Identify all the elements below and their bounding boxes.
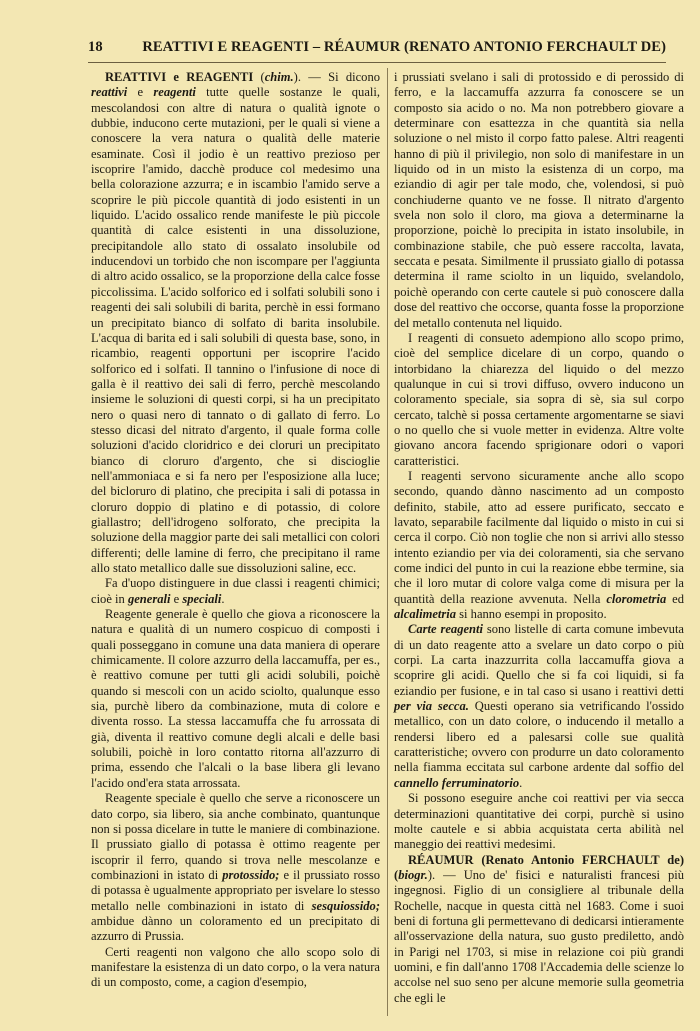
body-text: I reagenti servono sicuramente anche allo scopo secondo, quando dànno nascimento ad un composto definito, stabile, atto ad essere purificato, seccato e lavato, separabile facilmente dal liquido o misto in cui si cerca il corpo. Ciò non toglie che non si arrivi allo stesso intento eziandio per via dei coloramenti, sia che servano come indici del punto in cui la reazione ebbe termine, sia che il loro mutar di colore valga come di misura per la quantità della reazione avvenuta. Nella bbox=[394, 468, 684, 606]
body-text: Questi operano sia vetrificando l'ossido metallico, con un dato colore, o inducendo il metallo a rendersi libero ed a palesarsi colle sue qualità caratteristiche; ovvero con produrre un dato coloramento nella fiamma eccitata sul carbone ardente dal soffio del bbox=[394, 699, 684, 775]
body-text: ( bbox=[253, 70, 265, 84]
emphasis-text: reattivi bbox=[91, 85, 128, 100]
entry-headword: RÉAUMUR bbox=[408, 852, 474, 867]
body-text: Fa d'uopo distinguere in due classi i reagenti chimici; cioè in bbox=[91, 576, 380, 606]
running-title: REATTIVI E REAGENTI – RÉAUMUR (RENATO ANTONIO FERCHAULT DE) bbox=[142, 39, 666, 55]
body-text: I reagenti di consueto adempiono allo scopo primo, cioè del semplice dicelare di un corpo, quando o intorbidano la chiarezza del liquido o del mezzo qualunque in cui si trovi diffuso, ovvero inducono un coloramento speciale, sia sopra di sè, sia sul corpo cercato, talchè si possa certamente argomentarne se siavi o no quello che si vuole metter in evidenza. Altre volte giovano ancora facendo sprigionare odori o vapori caratteristici. bbox=[394, 330, 684, 468]
paragraph bbox=[394, 791, 684, 852]
paragraph bbox=[91, 607, 380, 791]
emphasis-text: alcalimetria bbox=[394, 607, 457, 622]
emphasis-text: per via secca. bbox=[394, 699, 469, 714]
body-text: ). — Uno de' fisici e naturalisti francesi più ingegnosi. Figlio di un consigliere al tribunale della Rochelle, nacque in questa città nel 1683. Come i suoi beni di fortuna gli permettevano di dedicarsi intieramente all'osservazione della natura, suo gusto prediletto, andò in Parigi nel 1703, si mise in relazione coi più grandi uomini, e fin dall'anno 1708 l'Accademia delle scienze lo accolse nel suo seno per alcune memorie sulla geometria che egli le bbox=[394, 867, 684, 1005]
body-text: Reagente speciale è quello che serve a riconoscere un dato corpo, sia libero, sia anche combinato, quantunque non si possa dicelare in tutte le maniere di combinazione. Il prussiato giallo di potassa è ottimo reagente per iscoprir il ferro, quando si trova nelle mescolanze e combinazioni in istato di bbox=[91, 791, 380, 882]
body-text: i prussiati svelano i sali di protossido e di perossido di ferro, e la laccamuffa azzurra fa conoscere se un composto sia acido o no. Ma non potrebbero giovare a determinare con esattezza in che quantità sia nella soluzione o nel misto il corpo fatto palese. Altri reagenti hanno di più il privilegio, non solo di manifestare in un liquido od in un misto la esistenza di un corpo, ma eziandio di agir per tale modo, che, volendosi, si può conchiuderne quanto ve ne fosse. Il nitrato d'argento svela non solo il cloro, ma giova a determinarne la proporzione, poichè lo precipita in istato insolubile, in combinazione stabile, che può essere raccolta, lavata, seccata e pesata. Similmente il prussiato giallo di potassa determina il rame sciolto in un liquido, svelandolo, poichè operando con certe cautele si può conoscere dalla dose del reattivo che occorse, quanta fosse la proporzione del metallo contenuta nel liquido. bbox=[394, 70, 684, 330]
body-text: e il prussiato rosso di potassa è ugualmente appropriato per isvelare lo stesso metallo nelle combinazioni in istato di bbox=[91, 867, 381, 913]
body-text: tutte quelle sostanze le quali, mescolandosi con altre di natura o qualità ignote o dubbie, inducono certe mutazioni, per le quali si viene a conoscere la vera natura o qualità delle materie esaminate. Così il jodio è un reattivo prezioso per iscoprire l'amido, dacchè produce col medesimo una bella colorazione azzurra; e in iscambio l'amido serve a scoprire le più piccole quantità di jodo esistenti in un liquido. L'acido ossalico rende manifeste le più piccole quantità di calce esistenti in una dissoluzione, precipitandole allo stato di ossalato insolubile od inducendovi un torbido che non iscompare per l'aggiunta di altro acido ossalico, se la proporzione della calce fosse piccolissima. L'acido solforico ed i solfati solubili sono i reagenti dei sali solubili di barita, perchè in essi formano un precipitato bianco di solfato di barita insolubile. L'acqua di barita ed i sali solubili di questa base, sono, in ricambio, reagenti opportuni per iscoprire l'acido solforico ed i solfati. Il tannino o l'infusione di noce di galla è il reattivo dei sali di ferro, perchè mescolando insieme le soluzioni di questi corpi, si ha un precipitato nero o quasi nero di tannato o di gallato di ferro. Lo stesso dicasi del nitrato d'argento, il quale forma colle soluzioni d'acido cloridrico e dei cloruri un precipitato bianco di cloruro d'argento, che si discioglie nell'ammoniaca e si fa nero per l'esposizione alla luce; del bicloruro di platino, che precipita i sali di potassa in cloruro doppio di platino e di potassio, di colore giallastro; dell'idrogeno solforato, che precipita la soluzione della maggior parte dei sali metallici con colori differenti; delle lamine di ferro, che precipitano il rame allo stato metallico dalle sue dissoluzioni saline, ecc. bbox=[91, 85, 381, 575]
emphasis-text: speciali bbox=[182, 591, 222, 606]
paragraph bbox=[91, 576, 380, 607]
paragraph bbox=[394, 70, 684, 331]
body-text: ). — Si dicono bbox=[293, 70, 380, 84]
body-text: e bbox=[127, 85, 154, 100]
column-divider bbox=[387, 68, 388, 1016]
paragraph bbox=[394, 469, 684, 622]
body-text: . bbox=[519, 775, 523, 790]
page-number: 18 bbox=[88, 39, 103, 55]
running-header bbox=[88, 39, 666, 59]
paragraph bbox=[394, 331, 684, 469]
body-text: . bbox=[221, 591, 225, 606]
entry-headword: (Renato Antonio FERCHAULT de) ( bbox=[394, 852, 684, 882]
body-text: ed bbox=[666, 591, 684, 606]
emphasis-text: biogr. bbox=[398, 867, 428, 882]
entry-headword: REATTIVI e REAGENTI bbox=[105, 70, 254, 84]
emphasis-text: reagenti bbox=[153, 85, 196, 100]
paragraph bbox=[394, 622, 684, 791]
emphasis-text: sesquiossido; bbox=[311, 898, 380, 913]
left-column bbox=[91, 70, 380, 991]
paragraph bbox=[394, 853, 684, 1006]
body-text: si hanno esempi in proposito. bbox=[456, 607, 607, 622]
paragraph bbox=[91, 945, 380, 991]
paragraph bbox=[91, 70, 380, 576]
right-column bbox=[394, 70, 684, 1006]
emphasis-text: clorometria bbox=[606, 591, 667, 606]
emphasis-text: Carte reagenti bbox=[408, 622, 483, 637]
header-rule bbox=[88, 62, 666, 63]
paragraph bbox=[91, 791, 380, 944]
body-text: Certi reagenti non valgono che allo scopo solo di manifestare la esistenza di un dato corpo, o la vera natura di un composto, come, a cagion d'esempio, bbox=[91, 944, 380, 990]
body-text: ambidue dànno un coloramento ed un precipitato di azzurro di Prussia. bbox=[91, 913, 380, 944]
emphasis-text: protossido; bbox=[222, 867, 280, 882]
body-text: e bbox=[170, 591, 183, 606]
emphasis-text: chim. bbox=[264, 70, 294, 84]
body-text: sono listelle di carta comune imbevuta di un dato reagente atto a svelare un dato corpo o più corpi. La carta inazzurrita colla laccamuffa giova a scoprire gli acidi. Quello che si fa coi liquidi, si fa eziandio per fusione, e in tal caso si usano i reattivi detti bbox=[394, 622, 684, 698]
emphasis-text: generali bbox=[127, 591, 171, 606]
body-text: Reagente generale è quello che giova a riconoscere la natura e qualità di un numero cospicuo di composti i quali posseggano in comune una data maniera di operare chimicamente. Il colore azzurro della laccamuffa, per es., è reattivo comune per tutti gli acidi solubili, poichè quando si mescoli con un acido sciolto, qualunque esso sia, purchè libero da combinazione, muta di colore e diventa rosso. La stessa laccamuffa che fu arrossata di già, diventa il reattivo comune degli alcali e delle basi solubili, poichè in loro contatto ritorna all'azzurro di prima, essendo che l'alcali o la base libera gli levano l'acido ond'era stata arrossata. bbox=[91, 607, 380, 790]
body-text: Si possono eseguire anche coi reattivi per via secca determinazioni quantitative dei corpi, purchè si usino molte cautele e si abbia acquistata certa abilità nel maneggio dei reattivi medesimi. bbox=[394, 791, 684, 852]
emphasis-text: cannello ferruminatorio bbox=[394, 775, 520, 790]
